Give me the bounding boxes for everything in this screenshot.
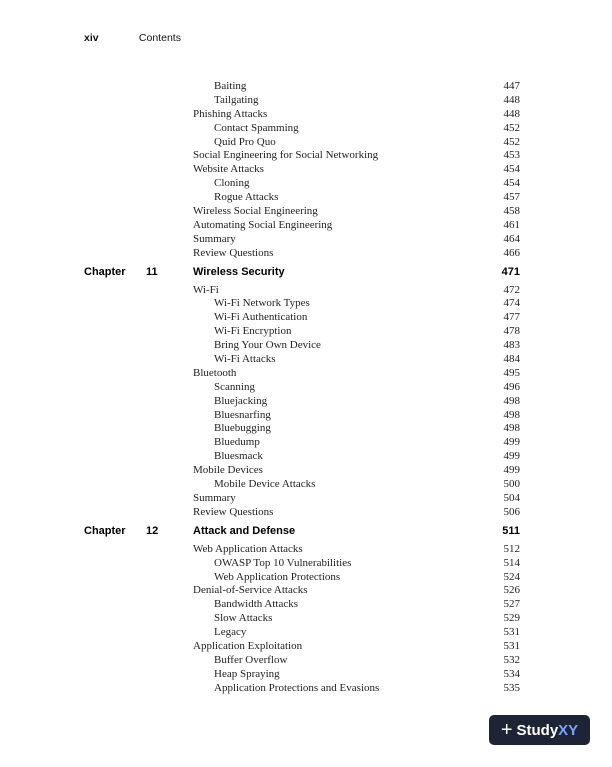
toc-entry-label: OWASP Top 10 Vulnerabilities bbox=[214, 556, 352, 569]
toc-entry-label: Baiting bbox=[214, 80, 247, 92]
page-folio: xiv bbox=[84, 32, 99, 44]
toc-entry-label: Wi-Fi Encryption bbox=[214, 325, 292, 338]
toc-entry-label: Bluedump bbox=[214, 436, 260, 449]
chapter-number: 11 bbox=[146, 265, 158, 278]
toc-entry bbox=[0, 94, 612, 108]
toc-entry bbox=[0, 436, 612, 450]
toc-entry-page: 464 bbox=[503, 232, 520, 245]
toc-entry-page: 531 bbox=[503, 626, 520, 639]
toc-entry-page: 498 bbox=[503, 394, 520, 407]
toc-entry bbox=[0, 136, 612, 150]
toc-entry-page: 458 bbox=[503, 205, 520, 218]
toc-entry-label: Bandwidth Attacks bbox=[214, 598, 299, 611]
toc-entry-page: 499 bbox=[503, 450, 520, 463]
toc-entry bbox=[0, 191, 612, 205]
toc-entry-label: Application Exploitation bbox=[193, 639, 303, 652]
toc-entry-label: Social Engineering for Social Networking bbox=[193, 149, 379, 162]
toc-entry-page: 529 bbox=[503, 612, 520, 625]
toc-entry-page: 496 bbox=[503, 380, 520, 393]
toc-entry bbox=[0, 395, 612, 409]
toc-entry-label: Review Questions bbox=[193, 246, 274, 259]
toc-entry-page: 461 bbox=[503, 218, 520, 231]
chapter-title: Attack and Defense bbox=[193, 524, 296, 537]
toc-entry-page: 506 bbox=[503, 505, 520, 518]
toc-entry bbox=[0, 612, 612, 626]
toc-entry-page: 524 bbox=[503, 570, 520, 583]
toc-entry-page: 472 bbox=[503, 283, 520, 296]
chapter-number: 12 bbox=[146, 524, 159, 537]
toc-entry bbox=[0, 571, 612, 585]
toc-entry-page: 495 bbox=[503, 366, 520, 379]
toc-entry-label: Bluesmack bbox=[214, 450, 263, 463]
toc-entry-label: Scanning bbox=[214, 380, 255, 393]
watermark-brand-study: Study bbox=[516, 721, 559, 739]
chapter-heading bbox=[0, 261, 612, 283]
chapter-word: Chapter bbox=[84, 265, 126, 278]
plus-icon: + bbox=[500, 719, 513, 741]
toc-entry bbox=[0, 367, 612, 381]
toc-entry-label: Denial-of-Service Attacks bbox=[193, 584, 308, 597]
toc-entry bbox=[0, 557, 612, 571]
toc-entry-page: 531 bbox=[503, 639, 520, 652]
toc-entry bbox=[0, 108, 612, 122]
toc-entry-page: 448 bbox=[503, 93, 520, 106]
toc-entry-page: 499 bbox=[503, 436, 520, 449]
toc-entry bbox=[0, 247, 612, 261]
chapter-word: Chapter bbox=[84, 524, 126, 537]
toc-entry-page: 474 bbox=[503, 297, 520, 310]
toc-entry-page: 452 bbox=[503, 135, 520, 148]
toc-entry bbox=[0, 233, 612, 247]
toc-entry-label: Wi-Fi bbox=[193, 283, 219, 296]
watermark-brand-xy: XY bbox=[558, 721, 579, 739]
toc-entry bbox=[0, 311, 612, 325]
toc-entry-label: Mobile Device Attacks bbox=[214, 478, 316, 491]
toc-entry-label: Mobile Devices bbox=[193, 464, 263, 477]
toc-entry-page: 484 bbox=[503, 353, 520, 366]
toc-entry-page: 504 bbox=[503, 491, 520, 504]
toc-entry bbox=[0, 325, 612, 339]
toc-entry-page: 499 bbox=[503, 464, 520, 477]
toc-entry-page: 448 bbox=[503, 107, 520, 120]
toc-entry bbox=[0, 205, 612, 219]
chapter-page: 511 bbox=[502, 524, 520, 537]
chapter-page: 471 bbox=[501, 265, 520, 278]
toc-entry bbox=[0, 122, 612, 136]
toc-entry-label: Wi-Fi Network Types bbox=[214, 297, 310, 310]
toc-entry bbox=[0, 219, 612, 233]
toc-entry bbox=[0, 409, 612, 423]
toc-entry-page: 534 bbox=[503, 667, 520, 680]
chapter-heading bbox=[0, 520, 612, 542]
toc-entry-label: Application Protections and Evasions bbox=[214, 681, 380, 694]
toc-entry-label: Heap Spraying bbox=[214, 667, 280, 680]
toc-entry bbox=[0, 297, 612, 311]
toc-entry-page: 483 bbox=[503, 339, 520, 352]
toc-entry-page: 477 bbox=[503, 311, 520, 324]
toc-entry bbox=[0, 626, 612, 640]
toc-entry-label: Phishing Attacks bbox=[193, 107, 268, 120]
toc-entry-label: Web Application Protections bbox=[214, 570, 341, 583]
toc-entry-label: Contact Spamming bbox=[214, 121, 299, 134]
toc-entry-label: Bluebugging bbox=[214, 422, 271, 435]
toc-entry-label: Rogue Attacks bbox=[214, 191, 279, 204]
toc-entry-page: 514 bbox=[503, 556, 520, 569]
toc-entry bbox=[0, 543, 612, 557]
toc-entry-label: Bluejacking bbox=[214, 394, 268, 407]
toc-entry-page: 452 bbox=[503, 121, 520, 134]
toc-entry-label: Automating Social Engineering bbox=[193, 218, 333, 231]
toc-entry-label: Bluesnarfing bbox=[214, 408, 271, 421]
toc-entry bbox=[0, 339, 612, 353]
toc-entry bbox=[0, 353, 612, 367]
toc-entry bbox=[0, 506, 612, 520]
toc-entry-page: 466 bbox=[503, 246, 520, 259]
toc-entry-label: Wi-Fi Attacks bbox=[214, 353, 276, 366]
toc-entry bbox=[0, 654, 612, 668]
toc-entry-page: 535 bbox=[503, 681, 520, 694]
toc-entry-page: 527 bbox=[503, 598, 520, 611]
toc-entry bbox=[0, 284, 612, 298]
toc-entry-page: 498 bbox=[503, 408, 520, 421]
toc-entry-label: Wi-Fi Authentication bbox=[214, 311, 308, 324]
toc-entry bbox=[0, 80, 612, 94]
running-title: Contents bbox=[138, 32, 181, 44]
toc-entry-label: Web Application Attacks bbox=[193, 542, 303, 555]
toc-entry-label: Summary bbox=[193, 232, 236, 245]
table-of-contents bbox=[0, 80, 612, 696]
toc-entry bbox=[0, 163, 612, 177]
toc-entry-label: Buffer Overflow bbox=[214, 653, 288, 666]
toc-entry bbox=[0, 640, 612, 654]
toc-entry bbox=[0, 464, 612, 478]
toc-entry-page: 457 bbox=[503, 191, 520, 204]
toc-entry-label: Wireless Social Engineering bbox=[193, 205, 318, 218]
toc-entry-page: 512 bbox=[503, 542, 520, 555]
toc-entry-label: Bluetooth bbox=[193, 366, 237, 379]
running-head bbox=[84, 32, 181, 44]
toc-entry-page: 454 bbox=[503, 163, 520, 176]
toc-entry-page: 498 bbox=[503, 422, 520, 435]
toc-entry-page: 447 bbox=[503, 80, 520, 92]
chapter-title: Wireless Security bbox=[193, 265, 285, 278]
toc-entry bbox=[0, 668, 612, 682]
toc-entry-label: Legacy bbox=[214, 626, 247, 639]
toc-entry-page: 532 bbox=[503, 653, 520, 666]
studyxy-watermark bbox=[489, 715, 590, 745]
toc-entry-page: 454 bbox=[503, 177, 520, 190]
toc-entry-label: Quid Pro Quo bbox=[214, 135, 276, 148]
toc-entry-label: Slow Attacks bbox=[214, 612, 273, 625]
toc-entry-page: 478 bbox=[503, 325, 520, 338]
toc-entry bbox=[0, 584, 612, 598]
toc-entry bbox=[0, 682, 612, 696]
toc-entry bbox=[0, 177, 612, 191]
toc-entry-label: Tailgating bbox=[214, 93, 259, 106]
toc-entry bbox=[0, 492, 612, 506]
toc-entry bbox=[0, 598, 612, 612]
toc-entry-label: Cloning bbox=[214, 177, 250, 190]
toc-entry bbox=[0, 422, 612, 436]
toc-entry bbox=[0, 381, 612, 395]
toc-entry-label: Summary bbox=[193, 491, 236, 504]
toc-entry-label: Bring Your Own Device bbox=[214, 339, 321, 352]
toc-entry-label: Website Attacks bbox=[193, 163, 264, 176]
toc-entry-page: 500 bbox=[503, 478, 520, 491]
toc-entry-label: Review Questions bbox=[193, 505, 274, 518]
toc-entry bbox=[0, 450, 612, 464]
toc-entry bbox=[0, 478, 612, 492]
toc-entry-page: 526 bbox=[503, 584, 520, 597]
toc-entry bbox=[0, 149, 612, 163]
toc-entry-page: 453 bbox=[503, 149, 520, 162]
